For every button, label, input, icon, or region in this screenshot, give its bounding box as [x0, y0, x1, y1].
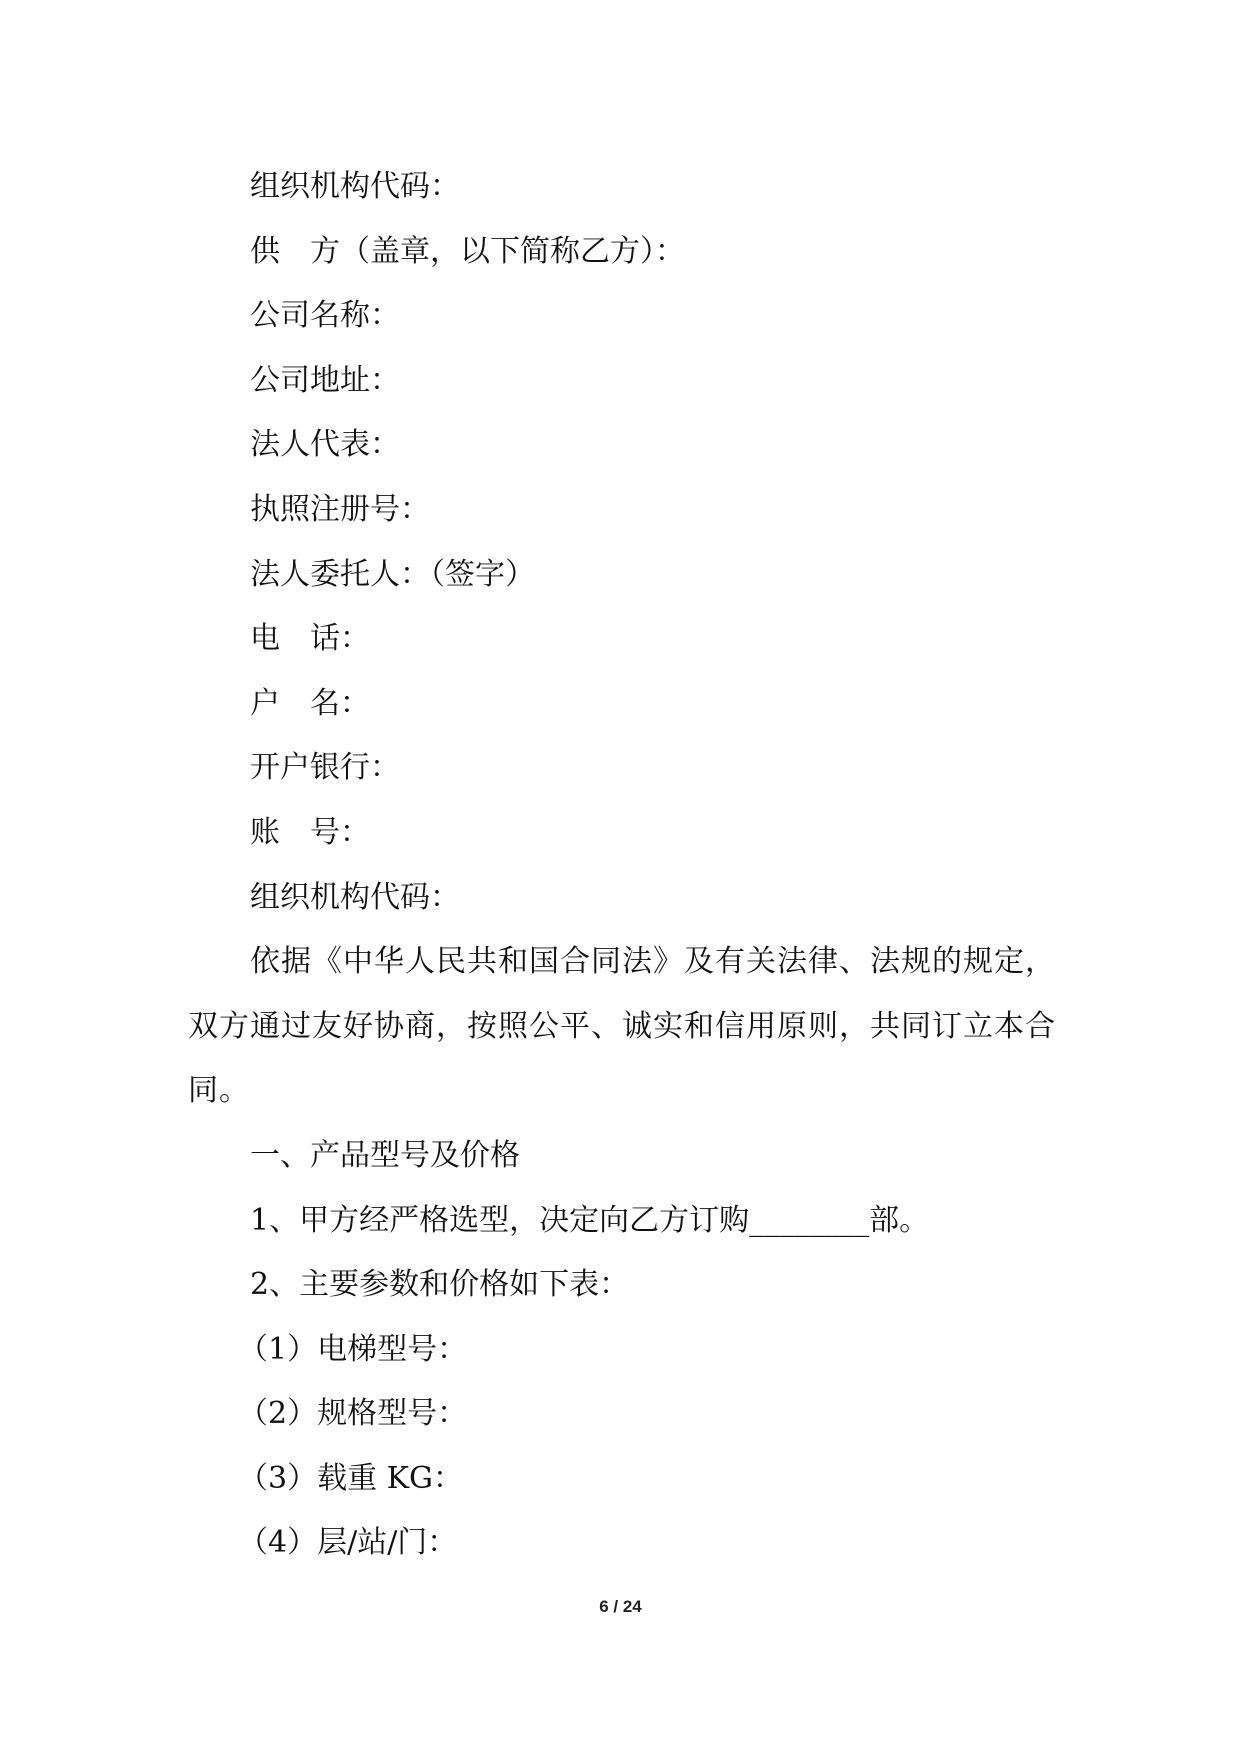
sub-item-load: （3）载重 KG：	[238, 1460, 463, 1496]
sub-item-floors: （4）层/站/门：	[238, 1525, 458, 1561]
authorized-agent-line: 法人委托人：（签字）	[250, 556, 535, 592]
page-number: 6 / 24	[599, 1597, 642, 1616]
legal-rep-line: 法人代表：	[250, 427, 400, 463]
supplier-line: 供 方（盖章，以下简称乙方）：	[250, 233, 685, 269]
sub-item-elevator-model: （1）电梯型号：	[238, 1331, 468, 1367]
license-number-line: 执照注册号：	[250, 491, 430, 527]
org-code-line-2: 组织机构代码：	[250, 879, 460, 915]
item-2: 2、主要参数和价格如下表：	[250, 1267, 630, 1303]
section-title: 一、产品型号及价格	[250, 1137, 520, 1173]
company-address-line: 公司地址：	[250, 362, 400, 398]
account-name-line: 户 名：	[250, 685, 370, 721]
sub-item-spec-model: （2）规格型号：	[238, 1396, 468, 1432]
item-1: 1、甲方经严格选型，决定向乙方订购________部。	[250, 1202, 930, 1238]
document-body	[188, 155, 1058, 1576]
basis-paragraph: 依据《中华人民共和国合同法》及有关法律、法规的规定，双方通过友好协商，按照公平、诚实和信用原则，共同订立本合同。	[188, 944, 1056, 1109]
org-code-line: 组织机构代码：	[250, 169, 460, 204]
bank-line: 开户银行：	[250, 750, 400, 786]
phone-line: 电 话：	[250, 621, 370, 657]
company-name-line: 公司名称：	[250, 298, 400, 334]
account-number-line: 账 号：	[250, 814, 370, 850]
